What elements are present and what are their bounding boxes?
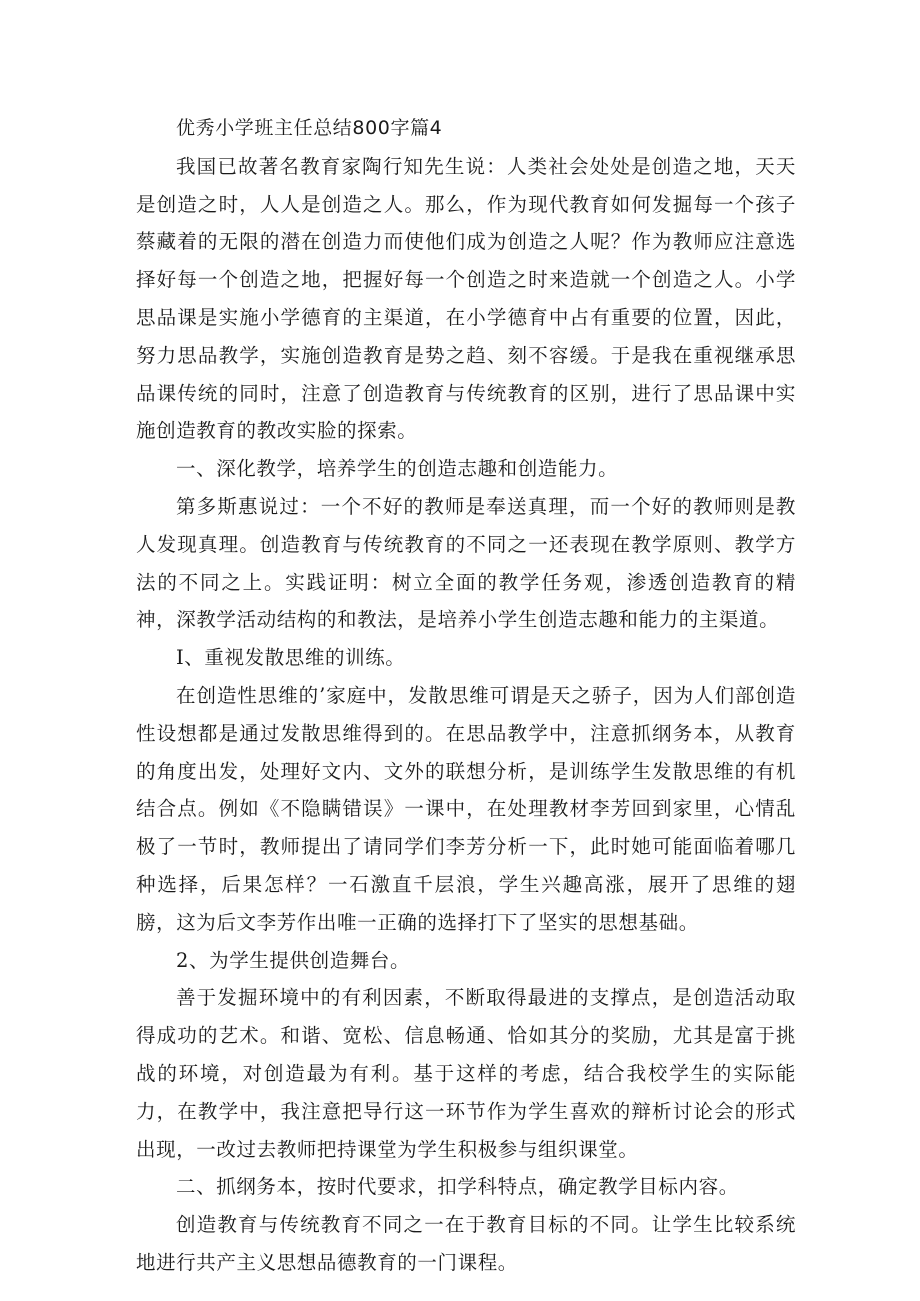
paragraph-creative-stage: 善于发掘环境中的有利因素，不断取得最进的支撑点，是创造活动取得成功的艺术。和谐、宽松、信息畅通、恰如其分的奖励，尤其是富于挑战的环境，对创造最为有利。基于这样的考虑，结合我校学生的实际能力，在教学中，我注意把导行这一环节作为学生喜欢的辩析讨论会的形式出现，一改过去教师把持课堂为学生积极参与组织课堂。: [136, 986, 796, 1161]
subheading-two: 2、为学生提供创造舞台。: [176, 948, 411, 972]
paragraph-quote: 第多斯惠说过：一个不好的教师是奉送真理，而一个好的教师则是教人发现真理。创造教育与传统教育的不同之一还表现在教学原则、教学方法的不同之上。实践证明：树立全面的教学任务观，渗透创造教育的精神，深教学活动结构的和教法，是培养小学生创造志趣和能力的主渠道。: [136, 494, 796, 632]
section-heading-one: 一、深化教学，培养学生的创造志趣和创造能力。: [176, 457, 619, 481]
paragraph-divergent-thinking: 在创造性思维的’家庭中，发散思维可谓是天之骄子，因为人们部创造性设想都是通过发散思维得到的。在思品教学中，注意抓纲务本，从教育的角度出发，处理好文内、文外的联想分析，是训练学生发散思维的有机结合点。例如《不隐瞒错误》一课中，在处理教材李芳回到家里，心情乱极了一节时，教师提出了请同学们李芳分析一下，此时她可能面临着哪几种选择，后果怎样？一石激直千层浪，学生兴趣高涨，展开了思维的翅膀，这为后文李芳作出唯一正确的选择打下了坚实的思想基础。: [136, 683, 796, 934]
paragraph-goals: 创造教育与传统教育不同之一在于教育目标的不同。让学生比较系统地进行共产主义思想品德教育的一门课程。: [136, 1213, 796, 1274]
subheading-one: I、重视发散思维的训练。: [176, 646, 406, 670]
section-heading-two: 二、抓纲务本，按时代要求，扣学科特点，确定教学目标内容。: [176, 1175, 739, 1199]
paragraph-intro: 我国已故著名教育家陶行知先生说：人类社会处处是创造之地，天天是创造之时，人人是创造之人。那么，作为现代教育如何发掘每一个孩子蔡藏着的无限的潜在创造力而使他们成为创造之人呢？作为教师应注意选择好每一个创造之地，把握好每一个创造之时来造就一个创造之人。小学思品课是实施小学德育的主渠道，在小学德育中占有重要的位置，因此，努力思品教学，实施创造教育是势之趋、刻不容缓。于是我在重视继承思品课传统的同时，注意了创造教育与传统教育的区别，进行了思品课中实施创造教育的教改实脸的探索。: [136, 154, 796, 443]
document-title: 优秀小学班主任总结800字篇4: [176, 117, 443, 139]
document-page: [136, 110, 796, 1282]
